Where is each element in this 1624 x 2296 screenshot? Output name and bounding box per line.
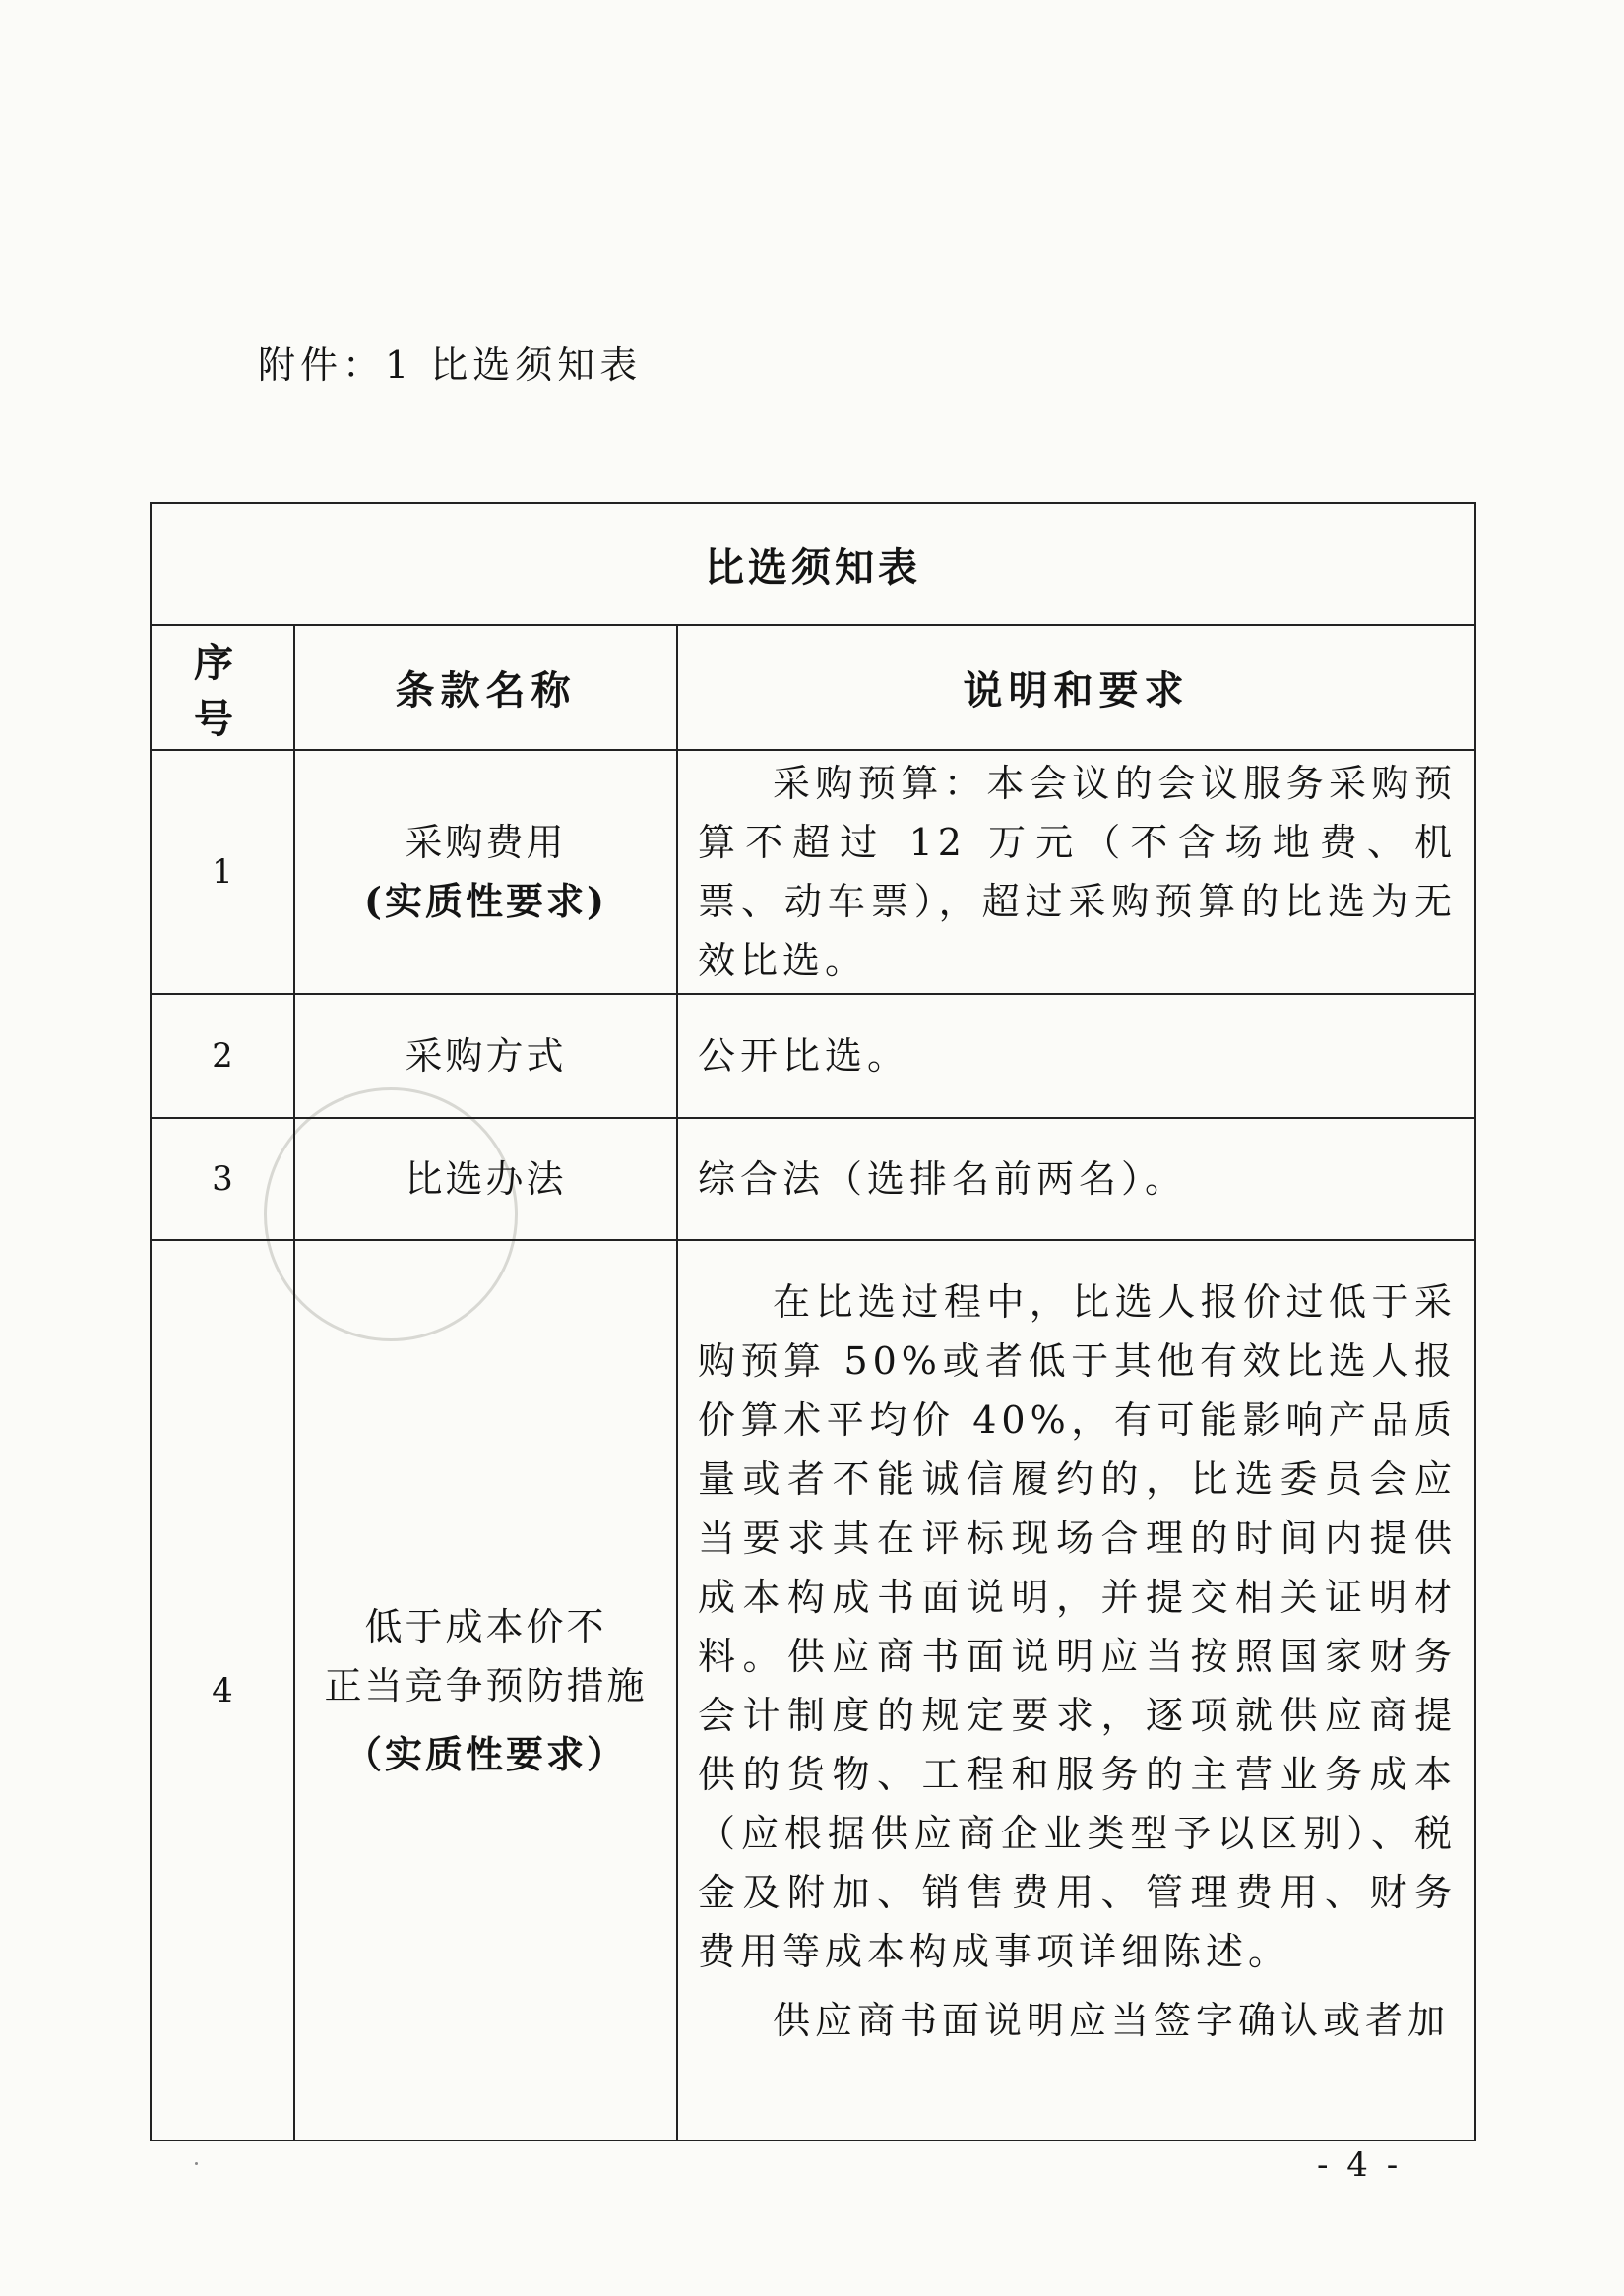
clause-description: [677, 1118, 1475, 1240]
clause-description: [677, 1240, 1475, 2141]
scan-speck: [195, 2162, 198, 2165]
description-text: 采购预算：本会议的会议服务采购预算不超过 12 万元（不含场地费、机票、动车票），超过采购预算的比选为无效比选。: [698, 762, 1457, 982]
row-number: 4: [151, 1240, 294, 2141]
clause-name: [294, 1240, 677, 2141]
description-paragraph-2: 供应商书面说明应当签字确认或者加: [773, 1999, 1451, 2042]
header-number: 序 号: [151, 625, 294, 750]
table-row: [151, 994, 1475, 1118]
table-row: [151, 1118, 1475, 1240]
clause-name-line1: 低于成本价不: [364, 1604, 607, 1648]
substantive-requirement-label: (实质性要求): [364, 879, 607, 923]
description-text: 公开比选。: [698, 1034, 910, 1078]
header-clause-name: 条款名称: [294, 625, 677, 750]
header-description: 说明和要求: [677, 625, 1475, 750]
clause-name: 比选办法: [294, 1118, 677, 1240]
clause-description: [677, 750, 1475, 994]
clause-name-text: 采购费用: [405, 821, 567, 864]
clause-description: [677, 994, 1475, 1118]
clause-name: 采购方式: [294, 994, 677, 1118]
page-number: - 4 -: [1317, 2145, 1403, 2185]
attachment-label: 附件：1 比选须知表: [258, 343, 643, 387]
row-number: 1: [151, 750, 294, 994]
clause-name: [294, 750, 677, 994]
substantive-requirement-label: （实质性要求）: [344, 1731, 627, 1776]
row-number: 2: [151, 994, 294, 1118]
selection-notice-table: [150, 502, 1476, 2141]
clause-name-line2: 正当竞争预防措施: [324, 1663, 648, 1707]
table-title: 比选须知表: [151, 503, 1475, 625]
table-row: [151, 750, 1475, 994]
table-row: [151, 1240, 1475, 2141]
description-paragraph-1: 在比选过程中，比选人报价过低于采购预算 50%或者低于其他有效比选人报价算术平均价 40%，有可能影响产品质量或者不能诚信履约的，比选委员会应当要求其在评标现场合理的时间内提供成本构成书面说明，并提交相关证明材料。供应商书面说明应当按照国家财务会计制度的规定要求，逐项就供应商提供的货物、工程和服务的主营业务成本（应根据供应商企业类型予以区别）、税金及附加、销售费用、管理费用、财务费用等成本构成事项详细陈述。: [698, 1280, 1457, 1973]
row-number: 3: [151, 1118, 294, 1240]
description-text: 综合法（选排名前两名）。: [698, 1157, 1188, 1201]
